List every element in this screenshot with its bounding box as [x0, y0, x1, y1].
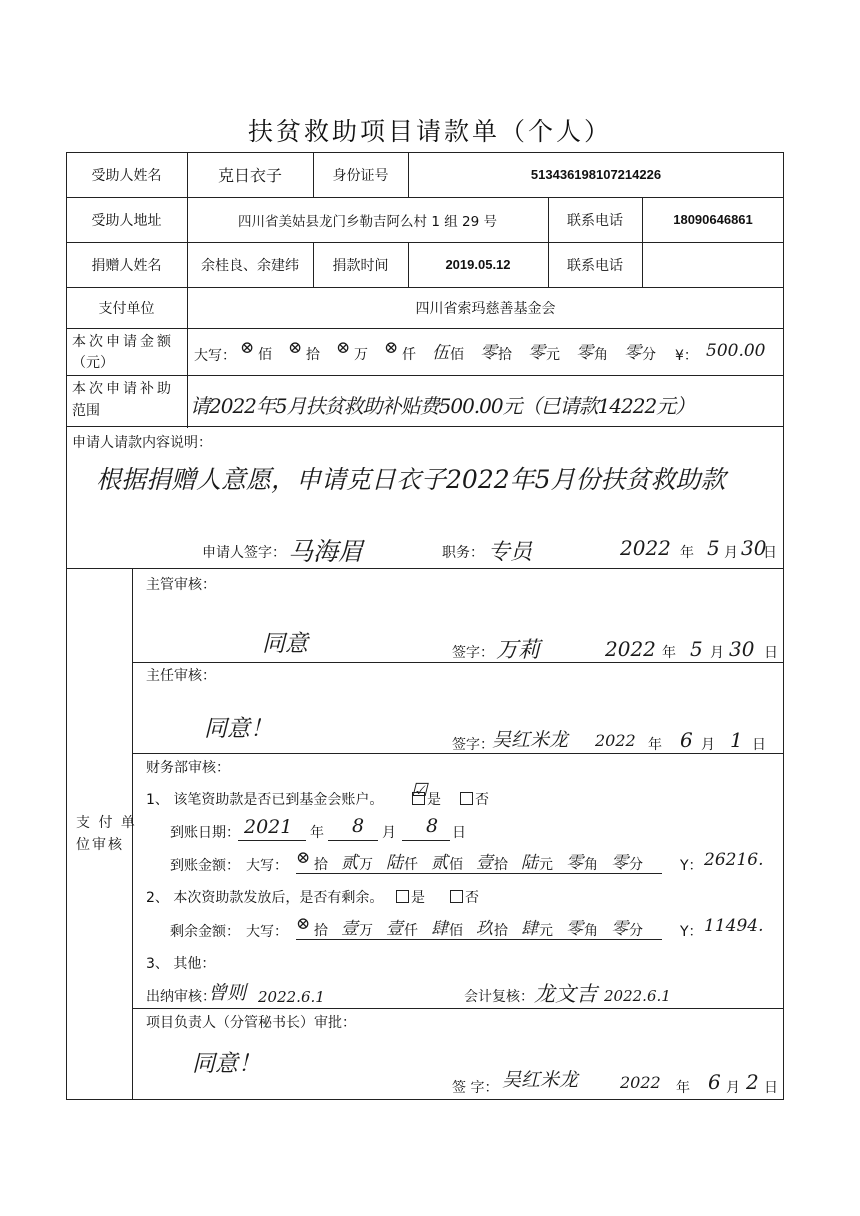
dir-day-unit: 日 — [752, 737, 766, 753]
unit-label: 佰 — [449, 923, 463, 939]
handwritten-digit: ⊗ — [296, 914, 311, 934]
unit-label: 拾 — [494, 923, 508, 939]
handwritten-digit: 伍 — [432, 343, 449, 363]
label-phone-2: 联系电话 — [567, 257, 623, 274]
apply-day: 30 — [741, 536, 767, 560]
checkbox-icon[interactable] — [460, 792, 473, 805]
label-reason: 申请人请款内容说明： — [72, 435, 212, 451]
unit-label: 拾 — [498, 347, 512, 363]
arrive-number: 26216. — [704, 850, 764, 870]
label-applicant-sign: 申请人签字： — [202, 545, 286, 561]
unit-label: 佰 — [450, 347, 464, 363]
label-director-review: 主任审核： — [146, 668, 216, 684]
question-1: 1、 该笔资助款是否已到基金会账户。 — [146, 792, 384, 808]
arrive-yen-label: Y： — [680, 858, 703, 874]
unit-label: 角 — [584, 857, 598, 873]
dir-day: 1 — [730, 728, 743, 752]
label-donor-name: 捐赠人姓名 — [91, 257, 162, 274]
label-recipient-address: 受助人地址 — [91, 212, 162, 229]
handwritten-digit: 零 — [480, 343, 497, 363]
apply-day-unit: 日 — [763, 545, 777, 561]
range-handwriting: 请2022年5月扶贫救助补贴费500.00元（已请款14222元） — [190, 394, 695, 418]
handwritten-digit: 零 — [528, 343, 545, 363]
label-leader-review: 项目负责人（分管秘书长）审批： — [146, 1015, 356, 1031]
unit-label: 元 — [539, 923, 553, 939]
handwritten-digit: 壹 — [386, 919, 403, 939]
lead-year-unit: 年 — [676, 1080, 690, 1096]
lead-month: 6 — [708, 1070, 721, 1094]
remain-yen-label: Y： — [680, 924, 703, 940]
unit-label: 万 — [354, 347, 368, 363]
unit-label: 仟 — [404, 857, 418, 873]
leader-opinion: 同意！ — [192, 1051, 261, 1077]
label-payer: 支付单位 — [98, 300, 155, 317]
sup-month: 5 — [690, 637, 703, 661]
label-pay-unit-review-line2: 位审核 — [76, 837, 124, 853]
yes-label: 是 — [411, 890, 425, 906]
director-opinion: 同意！ — [204, 716, 273, 742]
arrive-underline — [296, 873, 662, 874]
amount-upper-row — [240, 338, 700, 368]
checkbox-icon[interactable] — [396, 890, 409, 903]
label-id-number: 身份证号 — [332, 167, 389, 184]
position-handwriting: 专员 — [488, 540, 533, 565]
sup-day: 30 — [729, 637, 755, 661]
unit-label: 角 — [594, 347, 608, 363]
label-phone: 联系电话 — [567, 212, 623, 229]
arrive-day-underline — [402, 840, 450, 841]
question-3: 3、 其他： — [146, 956, 216, 972]
sup-year: 2022 — [605, 637, 656, 661]
unit-label: 分 — [629, 857, 643, 873]
director-signature: 吴红米龙 — [492, 729, 569, 751]
applicant-signature: 马海眉 — [288, 537, 364, 566]
handwritten-digit: ⊗ — [296, 848, 311, 868]
arrive-upper-label: 大写： — [246, 858, 288, 874]
label-arrive-date: 到账日期： — [170, 825, 240, 841]
remain-number: 11494. — [704, 916, 764, 936]
arrive-year: 2021 — [244, 816, 293, 838]
donation-time-value: 2019.05.12 — [445, 257, 511, 272]
arrive-month-unit: 月 — [382, 825, 396, 841]
unit-label: 分 — [629, 923, 643, 939]
remain-underline — [296, 939, 662, 940]
payer-value: 四川省索玛慈善基金会 — [415, 300, 556, 317]
label-supervisor-review: 主管审核： — [146, 577, 216, 593]
lead-day-unit: 日 — [764, 1080, 778, 1096]
dir-month: 6 — [680, 728, 693, 752]
reason-handwriting: 根据捐赠人意愿，申请克日衣子2022年5月份扶贫救助款 — [96, 465, 726, 494]
handwritten-digit: ⊗ — [288, 338, 303, 358]
accountant-signature: 龙文吉 — [534, 982, 597, 1006]
unit-label: 仟 — [404, 923, 418, 939]
id-number-value: 513436198107214226 — [530, 167, 662, 182]
handwritten-digit: ⊗ — [384, 338, 399, 358]
handwritten-digit: 贰 — [341, 853, 358, 873]
q2-no[interactable] — [450, 887, 479, 907]
label-position: 职务： — [442, 545, 484, 561]
label-accountant-review: 会计复核： — [464, 989, 534, 1005]
label-director-sign: 签字： — [452, 737, 494, 753]
phone-value: 18090646861 — [673, 212, 753, 227]
remain-upper-label: 大写： — [246, 924, 288, 940]
unit-label: 拾 — [314, 923, 328, 939]
sup-month-unit: 月 — [710, 645, 724, 661]
dir-month-unit: 月 — [701, 737, 715, 753]
unit-label: 万 — [359, 923, 373, 939]
yes-label: 是 — [427, 792, 441, 808]
unit-label: 拾 — [306, 347, 320, 363]
dir-year-unit: 年 — [648, 737, 662, 753]
label-arrive-amount: 到账金额： — [170, 858, 240, 874]
label-remain-amount: 剩余金额： — [170, 924, 240, 940]
handwritten-digit: 零 — [566, 919, 583, 939]
unit-label: 万 — [359, 857, 373, 873]
arrive-day-unit: 日 — [452, 825, 466, 841]
row-divider — [66, 426, 784, 427]
sup-day-unit: 日 — [764, 645, 778, 661]
apply-year: 2022 — [620, 536, 671, 560]
supervisor-opinion: 同意 — [262, 631, 308, 657]
handwritten-digit: 壹 — [476, 853, 493, 873]
handwritten-digit: 零 — [566, 853, 583, 873]
row-divider — [132, 1008, 784, 1009]
no-label: 否 — [465, 890, 479, 906]
label-amount-line1: 本次申请金额 — [72, 334, 174, 350]
amount-upper-label: 大写： — [194, 348, 236, 364]
handwritten-digit: 贰 — [431, 853, 448, 873]
arrive-month-underline — [328, 840, 378, 841]
no-label: 否 — [475, 792, 489, 808]
label-donation-time: 捐款时间 — [332, 257, 389, 274]
handwritten-digit: 零 — [611, 853, 628, 873]
label-cashier-review: 出纳审核： — [146, 989, 216, 1005]
label-range-line1: 本次申请补助 — [72, 381, 174, 397]
handwritten-digit: 零 — [611, 919, 628, 939]
handwritten-digit: 零 — [624, 343, 641, 363]
unit-label: 分 — [642, 347, 656, 363]
arrive-year-underline — [238, 840, 306, 841]
checkbox-icon[interactable] — [450, 890, 463, 903]
amount-number: 500.00 — [706, 341, 766, 361]
q1-no[interactable] — [460, 789, 489, 809]
q2-yes[interactable] — [396, 887, 425, 907]
unit-label: 角 — [584, 923, 598, 939]
donor-name-value: 余桂良、余建纬 — [201, 257, 299, 274]
form-title: 扶贫救助项目请款单（个人） — [247, 117, 612, 146]
lead-month-unit: 月 — [726, 1080, 740, 1096]
label-pay-unit-review-line1: 支 付 单 — [76, 815, 137, 831]
leader-signature: 吴红米龙 — [502, 1069, 579, 1091]
arrive-day: 8 — [426, 815, 439, 837]
row-divider — [132, 662, 784, 663]
apply-month-unit: 月 — [724, 545, 738, 561]
cashier-signature: 曾则 — [208, 982, 247, 1004]
unit-label: 佰 — [258, 347, 272, 363]
label-recipient-name: 受助人姓名 — [91, 167, 162, 184]
handwritten-digit: 肆 — [521, 919, 538, 939]
dir-year: 2022 — [595, 731, 636, 750]
unit-label: 佰 — [449, 857, 463, 873]
handwritten-digit: 肆 — [431, 919, 448, 939]
sup-year-unit: 年 — [662, 645, 676, 661]
apply-year-unit: 年 — [680, 545, 694, 561]
handwritten-digit: 壹 — [341, 919, 358, 939]
recipient-name-value: 克日衣子 — [217, 166, 282, 185]
question-2: 2、 本次资助款发放后，是否有剩余。 — [146, 890, 384, 906]
label-finance-review: 财务部审核： — [146, 760, 230, 776]
row-divider — [66, 375, 784, 376]
row-divider — [66, 568, 784, 569]
lead-year: 2022 — [620, 1073, 661, 1092]
lead-day: 2 — [746, 1070, 759, 1094]
supervisor-signature: 万莉 — [496, 638, 541, 663]
handwritten-digit: 玖 — [476, 919, 493, 939]
label-amount-line2: （元） — [72, 355, 114, 371]
accountant-date: 2022.6.1 — [604, 987, 671, 1005]
col-divider — [132, 568, 133, 1100]
handwritten-digit: 陆 — [386, 853, 403, 873]
unit-label: 仟 — [402, 347, 416, 363]
unit-label: 元 — [546, 347, 560, 363]
q1-check-mark: ☑ — [411, 780, 428, 801]
handwritten-digit: ⊗ — [240, 338, 255, 358]
apply-month: 5 — [707, 536, 720, 560]
label-supervisor-sign: 签字： — [452, 645, 494, 661]
label-range-line2: 范围 — [72, 403, 100, 419]
unit-label: 拾 — [494, 857, 508, 873]
remain-upper-row — [296, 914, 666, 940]
handwritten-digit: ⊗ — [336, 338, 351, 358]
amount-yen-label: ¥： — [675, 348, 698, 364]
handwritten-digit: 陆 — [521, 853, 538, 873]
phone-2-value — [642, 242, 784, 287]
cashier-date: 2022.6.1 — [258, 988, 325, 1006]
unit-label: 拾 — [314, 857, 328, 873]
arrive-upper-row — [296, 848, 666, 874]
row-divider — [66, 328, 784, 329]
recipient-address-value: 四川省美姑县龙门乡勒吉阿么村 1 组 29 号 — [238, 213, 497, 230]
label-leader-sign: 签 字： — [452, 1080, 499, 1096]
arrive-month: 8 — [352, 815, 365, 837]
arrive-year-unit: 年 — [310, 825, 324, 841]
unit-label: 元 — [539, 857, 553, 873]
handwritten-digit: 零 — [576, 343, 593, 363]
